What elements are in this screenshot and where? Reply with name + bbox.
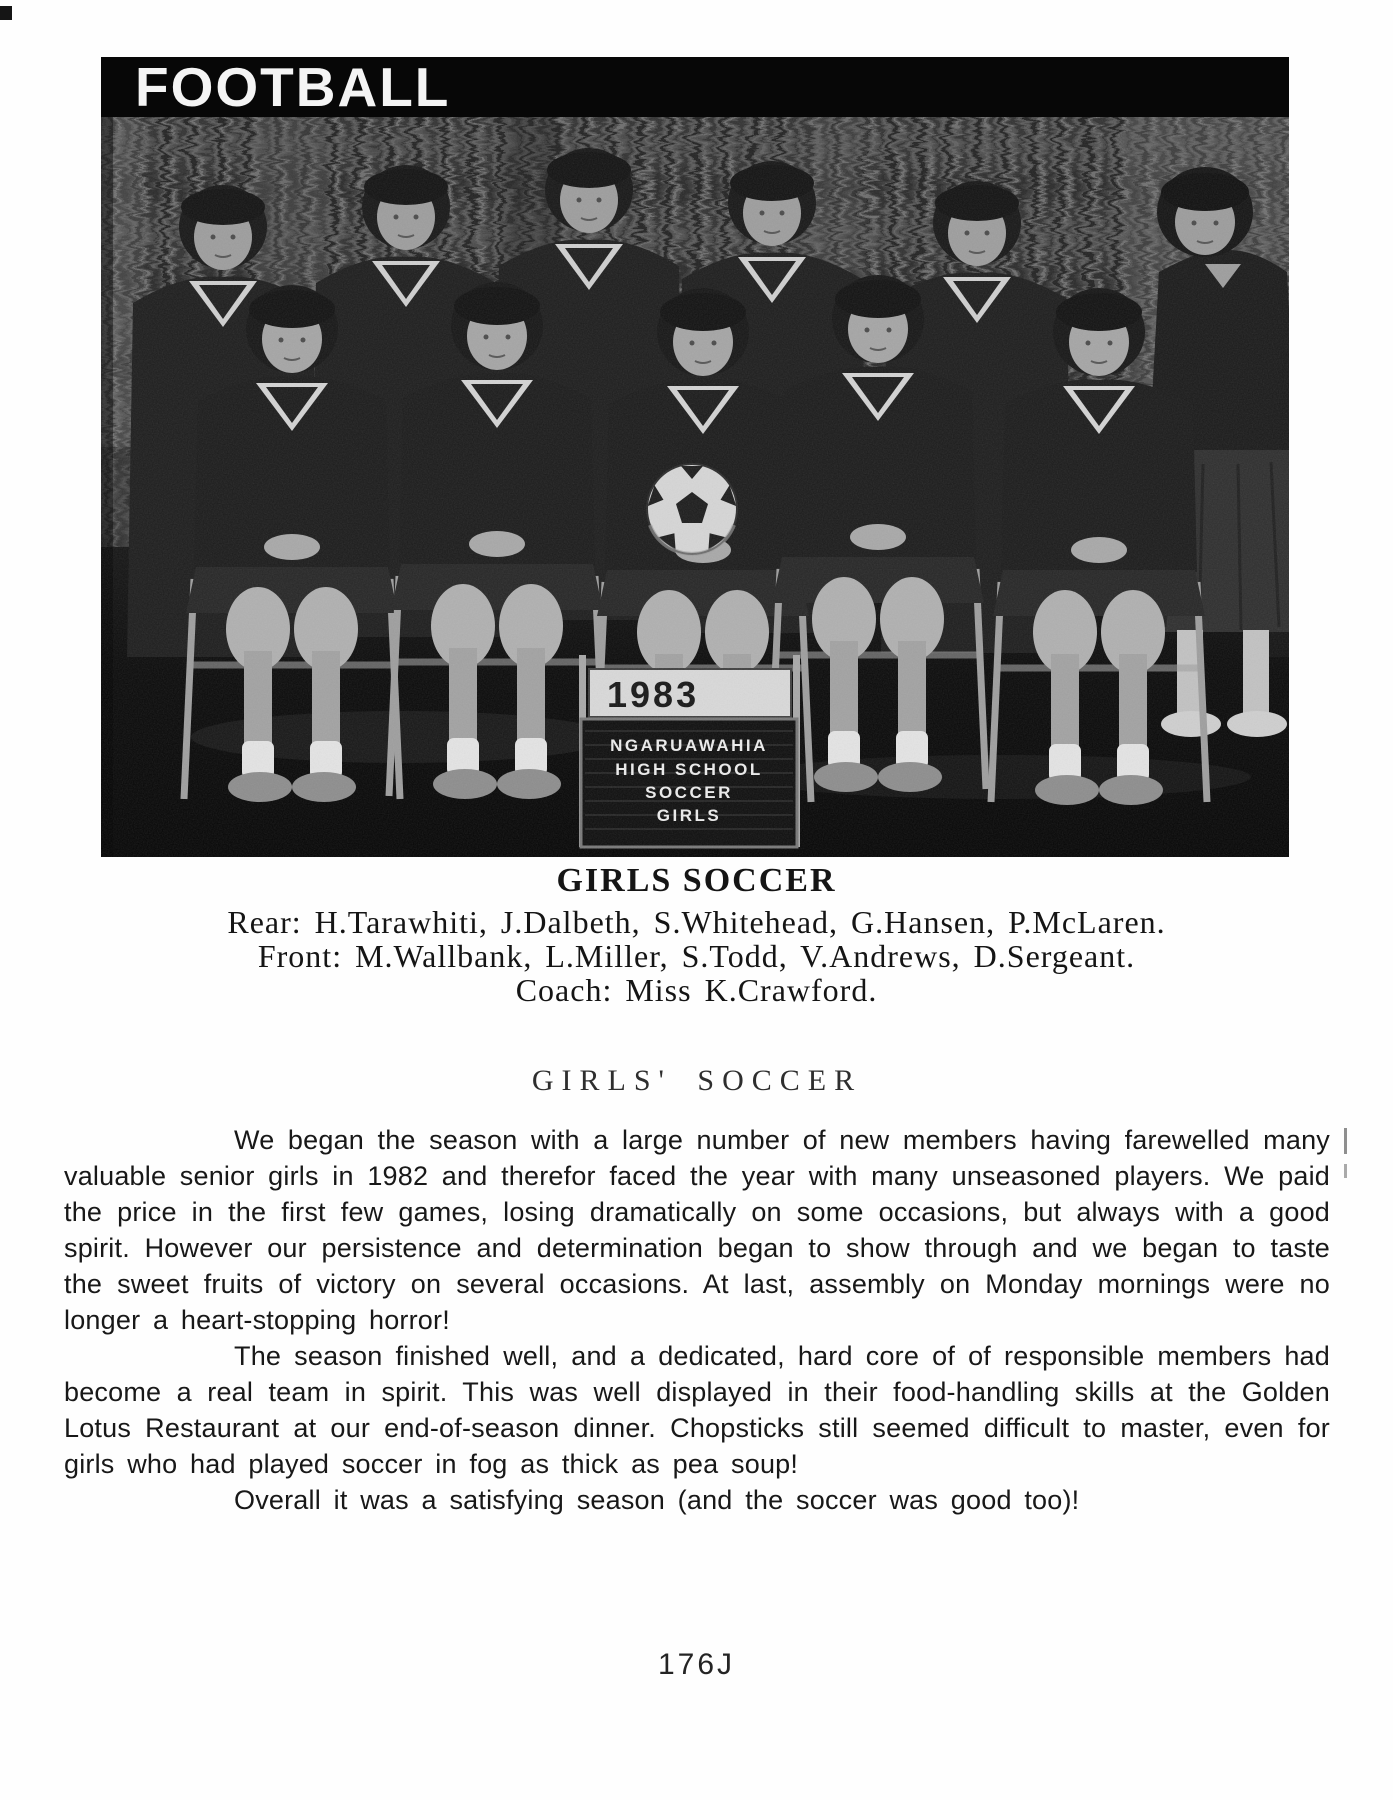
photo-caption (0, 862, 1393, 1007)
sign-board-line: SOCCER (645, 783, 733, 802)
sign-board-line: NGARUAWAHIA (610, 736, 768, 755)
caption-title: GIRLS SOCCER (556, 862, 837, 899)
caption-front-row: Front: M.Wallbank, L.Miller, S.Todd, V.Andrews, D.Sergeant. (257, 938, 1136, 974)
article (64, 1064, 1330, 1518)
sign-board-line: HIGH SCHOOL (615, 760, 763, 779)
article-paragraph-2: The season finished well, and a dedicated, hard core of of responsible members had become a real team in spirit. This was well displayed in their food-handling skills at the Golden Lotus Restaurant at our end-of-season dinner. Chopsticks still seemed difficult to master, even for girls who had played soccer in fog as thick as pea soup! (64, 1341, 1330, 1479)
sign-board-line: GIRLS (656, 806, 722, 825)
team-photo-image (101, 117, 1289, 857)
article-paragraph-3: Overall it was a satisfying season (and the soccer was good too)! (234, 1485, 1080, 1515)
team-photo (101, 57, 1289, 857)
scan-edge-artifact (1344, 1164, 1347, 1178)
caption-rear-row: Rear: H.Tarawhiti, J.Dalbeth, S.Whitehead, G.Hansen, P.McLaren. (227, 904, 1166, 940)
caption-coach: Coach: Miss K.Crawford. (515, 972, 878, 1008)
sign-year: 1983 (607, 674, 700, 715)
scan-edge-artifact (1344, 1128, 1347, 1154)
football-banner (101, 57, 1289, 117)
scan-corner-mark (0, 6, 12, 20)
banner-title: FOOTBALL (135, 55, 451, 118)
article-heading: GIRLS' SOCCER (531, 1064, 863, 1097)
page-number: 176J (657, 1648, 736, 1681)
photo-grain (101, 117, 1289, 857)
article-paragraph-1: We began the season with a large number of new members having farewelled many valuable senior girls in 1982 and therefor faced the year with many unseasoned players. We paid the price in the first few games, losing dramatically on some occasions, but always with a good spirit. However our persistence and determination began to show through and we began to taste the sweet fruits of victory on several occasions. At last, assembly on Monday mornings were no longer a heart-stopping horror! (64, 1125, 1330, 1335)
